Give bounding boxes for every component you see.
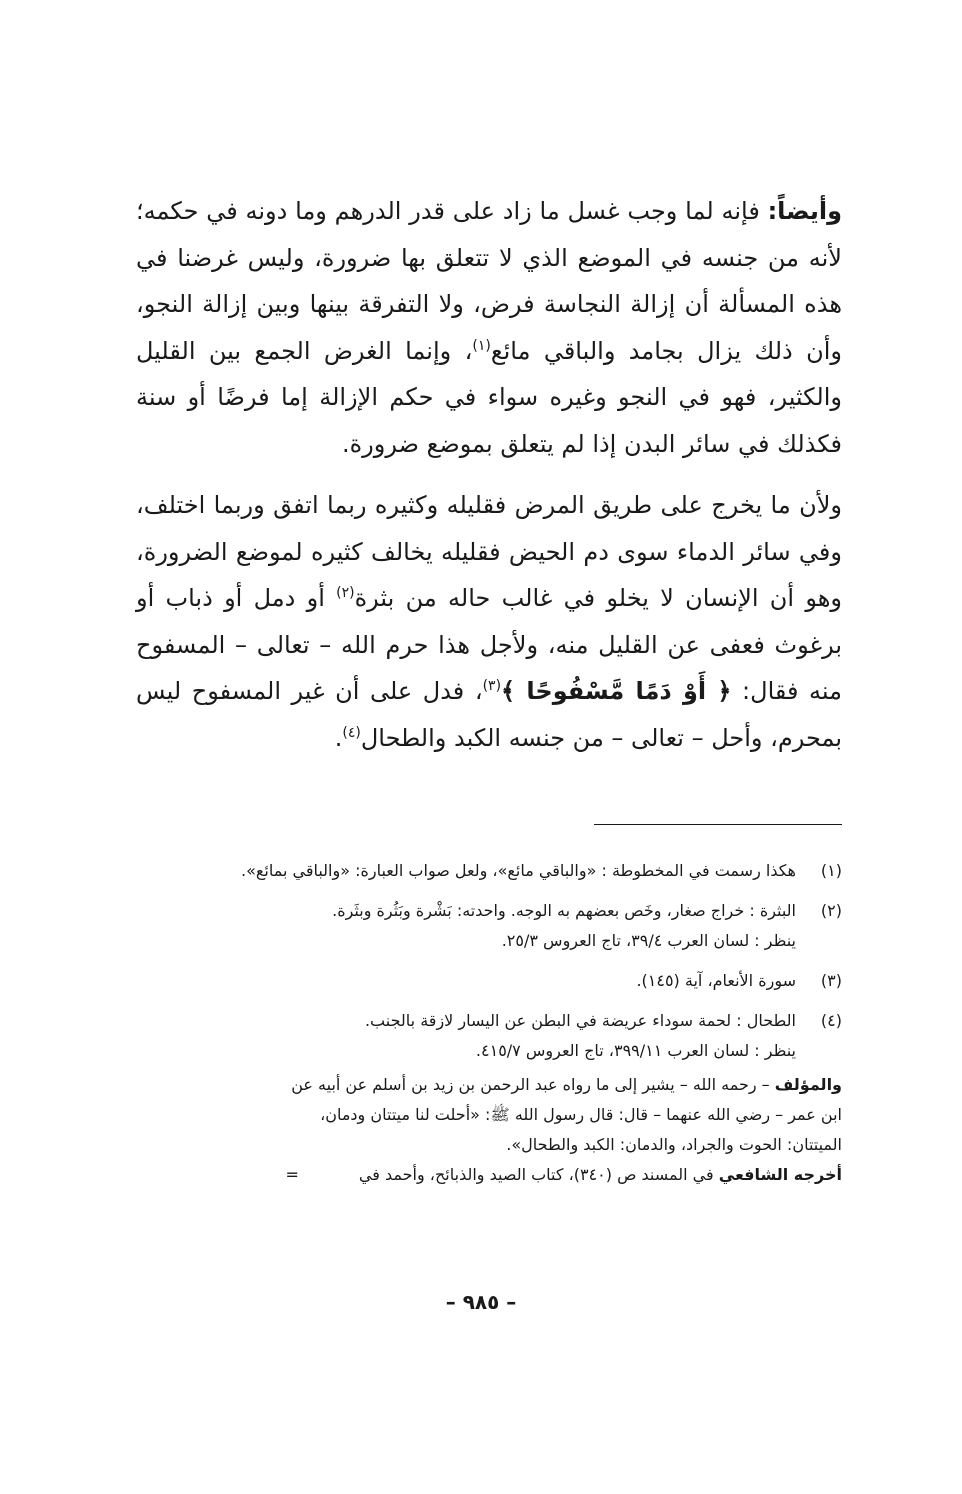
footnote-ref-2[interactable]: (٢) xyxy=(336,585,355,601)
footnote-body xyxy=(140,966,796,996)
footnote-line: ينظر : لسان العرب ٣٩٩/١١، تاج العروس ٤١٥/٧. xyxy=(475,1041,796,1060)
footnote-text: في المسند ص (٣٤٠)، كتاب الصيد والذبائح، وأحمد في xyxy=(358,1165,719,1184)
quran-quote: ﴿ أَوْ دَمًا مَّسْفُوحًا ﴾ xyxy=(501,677,732,705)
footnote-line: ينظر : لسان العرب ٣٩/٤، تاج العروس ٢٥/٣. xyxy=(501,931,796,950)
footnote-4-continuation xyxy=(140,1070,842,1190)
footnote-1 xyxy=(140,856,842,886)
footnote-body xyxy=(140,1006,796,1066)
footnote-ref-1[interactable]: (١) xyxy=(472,337,491,354)
takhrij-label: أخرجه الشافعي xyxy=(718,1165,842,1184)
footnote-divider xyxy=(594,824,842,825)
main-text xyxy=(136,188,842,761)
footnotes xyxy=(140,856,842,1190)
footnote-2 xyxy=(140,896,842,956)
paragraph-text: أو دمل أو ذباب أو برغوث فعفى عن القليل منه، ولأجل هذا حرم الله – تعالى – المسفوح منه فقال: xyxy=(136,584,843,705)
footnote-3 xyxy=(140,966,842,996)
footnote-text: – رحمه الله – يشير إلى ما رواه عبد الرحمن بن زيد بن أسلم عن أبيه عن xyxy=(291,1075,775,1094)
footnote-line: البثرة : خراج صغار، وخَص بعضهم به الوجه. واحدته: بَشْرة وبَثُرة وبثَرة. xyxy=(332,901,796,920)
paragraph-text: . xyxy=(334,723,343,752)
paragraph-text: ، فدل على أن غير المسفوح ليس بمحرم، وأحل – تعالى – من جنسه الكبد والطحال xyxy=(136,677,842,752)
footnote-number: (٣) xyxy=(820,971,842,990)
footnote-line: هكذا رسمت في المخطوطة : «والباقي مائع»، ولعل صواب العبارة: «والباقي بمائع». xyxy=(240,861,796,880)
footnote-ref-4[interactable]: (٤) xyxy=(342,724,361,741)
continuation-mark: = xyxy=(285,1165,299,1184)
paragraph-text: ولأن ما يخرج على طريق المرض فقليله وكثيره ربما اتفق وربما اختلف، وفي سائر الدماء سوى دم الحيض فقليله يخالف كثيره لموضع الضرورة، وهو أن الإنسان لا يخلو في غالب حاله من بثرة xyxy=(136,491,842,612)
paragraph-text: فإنه لما وجب غسل ما زاد على قدر الدرهم وما دونه في حكمه؛ لأنه من جنسه في الموضع الذي لا تتعلق بها ضرورة، وليس غرضنا في هذه المسألة أن إزالة النجاسة فرض، ولا التفرقة بينها وبين إزالة النجو، وأن ذلك يزال بجامد والباقي مائع xyxy=(136,197,842,365)
footnote-line: الطحال : لحمة سوداء عريضة في البطن عن اليسار لازقة بالجنب. xyxy=(364,1011,796,1030)
footnote-4 xyxy=(140,1006,842,1066)
paragraph-lead: وأيضاً: xyxy=(767,197,842,225)
footnote-number: (٤) xyxy=(820,1011,842,1030)
footnote-body xyxy=(140,896,796,956)
footnote-line: الميتتان: الحوت والجراد، والدمان: الكبد والطحال». xyxy=(506,1135,842,1154)
footnote-body xyxy=(140,856,796,886)
footnote-ref-3[interactable]: (٣) xyxy=(482,678,502,694)
page-number: – ٩٨٥ – xyxy=(445,1290,517,1314)
paragraph-1 xyxy=(136,188,842,467)
footnote-line: ابن عمر – رضي الله عنهما – قال: قال رسول الله ﷺ: «أحلت لنا ميتتان ودمان، xyxy=(320,1105,842,1124)
author-label: والمؤلف xyxy=(774,1075,842,1094)
paragraph-2 xyxy=(136,482,842,761)
footnote-line xyxy=(140,1160,842,1190)
footnote-line xyxy=(140,1070,842,1100)
footnote-number: (٢) xyxy=(820,901,842,920)
paragraph-text: ، وإنما الغرض الجمع بين القليل والكثير، فهو في النجو وغيره سواء في حكم الإزالة إما فرضًا أو سنة فكذلك في سائر البدن إذا لم يتعلق بموضع ضرورة. xyxy=(136,336,842,458)
footnote-number: (١) xyxy=(820,861,842,880)
footnote-line: سورة الأنعام، آية (١٤٥). xyxy=(636,971,796,990)
